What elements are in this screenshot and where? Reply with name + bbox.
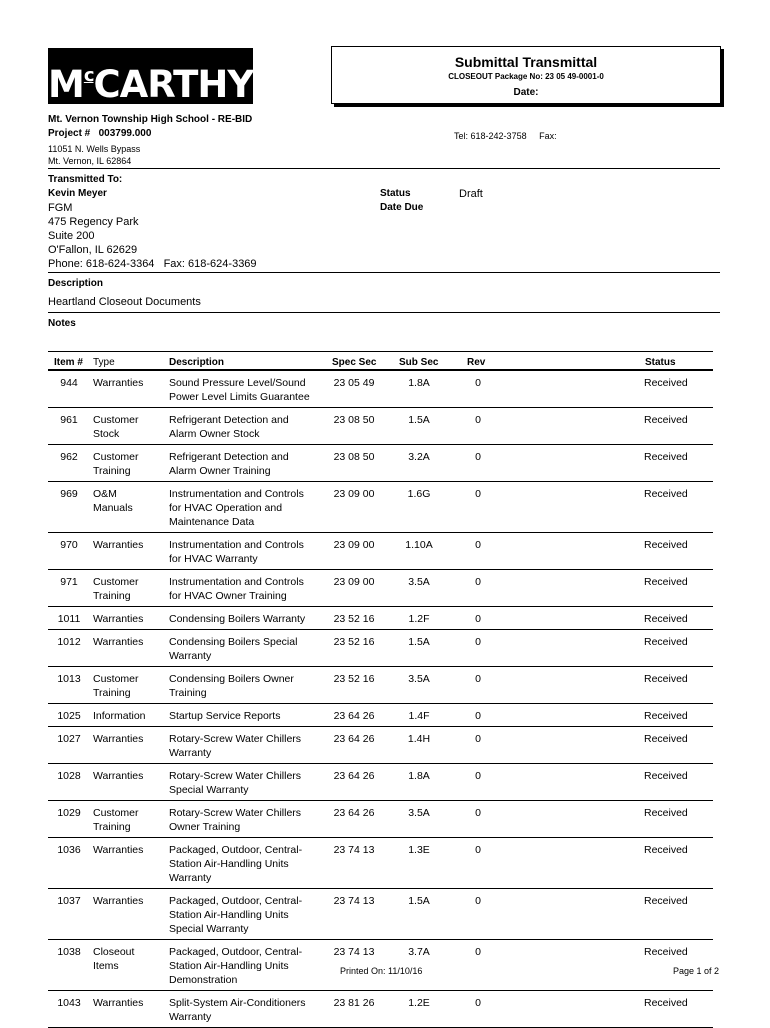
item-type xyxy=(93,894,165,908)
item-description-line: Packaged, Outdoor, Central- xyxy=(169,895,303,907)
revision: 0 xyxy=(475,488,481,500)
item-description-line: Packaged, Outdoor, Central- xyxy=(169,844,303,856)
item-number: 971 xyxy=(60,576,78,588)
revision: 0 xyxy=(475,377,481,389)
item-description-line: Warranty xyxy=(169,747,212,759)
item-type-line: O&M xyxy=(93,488,117,500)
table-row xyxy=(48,630,713,667)
project-number: 003799.000 xyxy=(98,128,152,139)
revision: 0 xyxy=(475,414,481,426)
item-description xyxy=(169,732,319,760)
item-description-line: Startup Service Reports xyxy=(169,710,281,722)
item-description-line: Station Air-Handling Units xyxy=(169,858,289,870)
spec-section: 23 09 00 xyxy=(333,539,375,551)
sub-section: 3.5A xyxy=(408,673,430,685)
table-row xyxy=(48,704,713,727)
item-type-line: Manuals xyxy=(93,502,133,514)
item-type-line: Warranties xyxy=(93,895,144,907)
item-description xyxy=(169,575,319,603)
item-description xyxy=(169,413,319,441)
item-number: 1012 xyxy=(57,636,81,648)
table-row xyxy=(48,667,713,704)
item-description-line: Training xyxy=(169,687,207,699)
table-row xyxy=(48,533,713,570)
project-phone-line xyxy=(454,130,557,142)
spec-section: 23 64 26 xyxy=(333,770,375,782)
fax-label: Fax: xyxy=(539,131,557,141)
item-type xyxy=(93,709,165,723)
mccarthy-logo xyxy=(48,48,253,104)
table-row xyxy=(48,991,713,1028)
sub-section: 1.5A xyxy=(408,414,430,426)
item-description-line: Sound Pressure Level/Sound xyxy=(169,377,306,389)
spec-section: 23 08 50 xyxy=(333,451,375,463)
item-type xyxy=(93,672,165,700)
item-type xyxy=(93,376,165,390)
col-header-rev: Rev xyxy=(467,357,486,368)
sub-section: 1.2E xyxy=(408,997,430,1009)
table-row xyxy=(48,764,713,801)
item-type xyxy=(93,487,165,515)
logo-text: $M^cCARTHY$ xyxy=(48,63,254,106)
item-description xyxy=(169,945,319,987)
item-description xyxy=(169,996,319,1024)
item-number: 961 xyxy=(60,414,78,426)
date-label: Date: xyxy=(513,87,539,98)
item-type-line: Stock xyxy=(93,428,120,440)
item-type xyxy=(93,732,165,746)
item-status: Received xyxy=(644,539,688,551)
item-type-line: Warranties xyxy=(93,997,144,1009)
spec-section: 23 52 16 xyxy=(333,673,375,685)
revision: 0 xyxy=(475,733,481,745)
item-type xyxy=(93,843,165,857)
table-row xyxy=(48,801,713,838)
sub-section: 1.8A xyxy=(408,770,430,782)
item-number: 969 xyxy=(60,488,78,500)
col-header-spec-sec: Spec Sec xyxy=(332,357,377,368)
item-description-line: Alarm Owner Training xyxy=(169,465,271,477)
description-label: Description xyxy=(48,278,104,289)
spec-section: 23 64 26 xyxy=(333,733,375,745)
item-status: Received xyxy=(644,997,688,1009)
description-text: Heartland Closeout Documents xyxy=(48,296,201,308)
item-status: Received xyxy=(644,613,688,625)
project-address-2: Mt. Vernon, IL 62864 xyxy=(48,156,132,166)
item-type-line: Training xyxy=(93,465,131,477)
status-label: Status xyxy=(380,188,411,199)
table-row xyxy=(48,838,713,889)
spec-section: 23 81 26 xyxy=(333,997,375,1009)
sub-section: 1.4H xyxy=(407,733,431,745)
item-type xyxy=(93,769,165,783)
item-type xyxy=(93,996,165,1010)
item-type xyxy=(93,612,165,626)
col-header-status: Status xyxy=(645,357,676,368)
revision: 0 xyxy=(475,613,481,625)
item-description-line: Special Warranty xyxy=(169,923,249,935)
table-row xyxy=(48,482,713,533)
revision: 0 xyxy=(475,844,481,856)
item-type-line: Customer xyxy=(93,673,139,685)
item-description-line: Maintenance Data xyxy=(169,516,255,528)
item-status: Received xyxy=(644,576,688,588)
spec-section: 23 74 13 xyxy=(333,946,375,958)
sub-section: 1.6G xyxy=(407,488,431,500)
revision: 0 xyxy=(475,673,481,685)
item-status: Received xyxy=(644,895,688,907)
item-description-line: Condensing Boilers Special xyxy=(169,636,298,648)
item-status: Received xyxy=(644,710,688,722)
item-description-line: Alarm Owner Stock xyxy=(169,428,260,440)
col-header-item: Item # xyxy=(54,357,83,368)
item-description xyxy=(169,769,319,797)
sub-section: 3.5A xyxy=(408,576,430,588)
spec-section: 23 64 26 xyxy=(333,710,375,722)
item-number: 1037 xyxy=(57,895,81,907)
item-description xyxy=(169,894,319,936)
item-description xyxy=(169,612,319,626)
item-description-line: Warranty xyxy=(169,650,212,662)
sub-section: 1.5A xyxy=(408,895,430,907)
item-type xyxy=(93,575,165,603)
revision: 0 xyxy=(475,997,481,1009)
table-row xyxy=(48,570,713,607)
revision: 0 xyxy=(475,770,481,782)
item-status: Received xyxy=(644,488,688,500)
revision: 0 xyxy=(475,710,481,722)
sub-section: 1.8A xyxy=(408,377,430,389)
item-number: 944 xyxy=(60,377,78,389)
item-status: Received xyxy=(644,636,688,648)
sub-section: 3.7A xyxy=(408,946,430,958)
item-number: 1011 xyxy=(57,613,81,625)
item-description-line: Condensing Boilers Warranty xyxy=(169,613,306,625)
item-type xyxy=(93,635,165,649)
divider xyxy=(48,312,720,313)
item-type-line: Items xyxy=(93,960,119,972)
item-description-line: Special Warranty xyxy=(169,784,249,796)
item-type xyxy=(93,413,165,441)
transmittal-title-box xyxy=(331,46,721,104)
recipient-company: FGM xyxy=(48,202,73,214)
project-number-label: Project # xyxy=(48,128,91,139)
item-type-line: Training xyxy=(93,590,131,602)
item-description-line: for HVAC Owner Training xyxy=(169,590,287,602)
item-type-line: Customer xyxy=(93,576,139,588)
recipient-name: Kevin Meyer xyxy=(48,188,107,199)
sub-section: 3.5A xyxy=(408,807,430,819)
item-description xyxy=(169,487,319,529)
item-number: 1038 xyxy=(57,946,81,958)
recipient-phone: Phone: 618-624-3364 Fax: 618-624-3369 xyxy=(48,258,257,270)
item-number: 1028 xyxy=(57,770,81,782)
table-row xyxy=(48,371,713,408)
item-type-line: Warranties xyxy=(93,733,144,745)
revision: 0 xyxy=(475,539,481,551)
item-description xyxy=(169,635,319,663)
date-due-label: Date Due xyxy=(380,202,424,213)
item-description-line: for HVAC Warranty xyxy=(169,553,258,565)
item-type-line: Warranties xyxy=(93,539,144,551)
item-number: 1036 xyxy=(57,844,81,856)
spec-section: 23 09 00 xyxy=(333,488,375,500)
item-type xyxy=(93,806,165,834)
item-description xyxy=(169,376,319,404)
item-description-line: Rotary-Screw Water Chillers xyxy=(169,807,302,819)
item-type-line: Information xyxy=(93,710,146,722)
item-number: 1025 xyxy=(57,710,81,722)
table-row xyxy=(48,727,713,764)
item-description-line: Packaged, Outdoor, Central- xyxy=(169,946,303,958)
item-type-line: Customer xyxy=(93,451,139,463)
item-type-line: Warranties xyxy=(93,636,144,648)
page-number: Page 1 of 2 xyxy=(673,966,720,976)
item-status: Received xyxy=(644,844,688,856)
item-description-line: Power Level Limits Guarantee xyxy=(169,391,310,403)
item-description-line: Refrigerant Detection and xyxy=(169,451,289,463)
item-status: Received xyxy=(644,414,688,426)
item-description xyxy=(169,538,319,566)
status-value: Draft xyxy=(459,188,483,200)
item-status: Received xyxy=(644,673,688,685)
project-number-line xyxy=(48,127,151,141)
table-row xyxy=(48,889,713,940)
revision: 0 xyxy=(475,807,481,819)
item-description xyxy=(169,843,319,885)
item-description-line: Rotary-Screw Water Chillers xyxy=(169,733,302,745)
package-number: CLOSEOUT Package No: 23 05 49-0001-0 xyxy=(448,72,604,81)
item-description-line: Warranty xyxy=(169,872,212,884)
item-description-line: Instrumentation and Controls xyxy=(169,539,304,551)
item-description-line: for HVAC Operation and xyxy=(169,502,283,514)
item-number: 1027 xyxy=(57,733,81,745)
spec-section: 23 74 13 xyxy=(333,844,375,856)
item-number: 962 xyxy=(60,451,78,463)
item-type-line: Warranties xyxy=(93,844,144,856)
item-number: 1013 xyxy=(57,673,81,685)
project-name: Mt. Vernon Township High School - RE-BID xyxy=(48,114,253,125)
revision: 0 xyxy=(475,895,481,907)
item-description xyxy=(169,709,319,723)
item-description-line: Station Air-Handling Units xyxy=(169,909,289,921)
transmitted-to-label: Transmitted To: xyxy=(48,174,123,185)
revision: 0 xyxy=(475,636,481,648)
revision: 0 xyxy=(475,576,481,588)
item-description xyxy=(169,672,319,700)
spec-section: 23 52 16 xyxy=(333,613,375,625)
spec-section: 23 52 16 xyxy=(333,636,375,648)
recipient-address-2: Suite 200 xyxy=(48,230,95,242)
table-row xyxy=(48,408,713,445)
sub-section: 1.4F xyxy=(408,710,430,722)
item-status: Received xyxy=(644,946,688,958)
divider xyxy=(48,272,720,273)
sub-section: 3.2A xyxy=(408,451,430,463)
item-type-line: Warranties xyxy=(93,770,144,782)
item-type-line: Closeout xyxy=(93,946,135,958)
item-type-line: Customer xyxy=(93,807,139,819)
tel-value: 618-242-3758 xyxy=(470,131,527,141)
spec-section: 23 05 49 xyxy=(333,377,375,389)
item-status: Received xyxy=(644,451,688,463)
item-description-line: Condensing Boilers Owner xyxy=(169,673,294,685)
sub-section: 1.5A xyxy=(408,636,430,648)
notes-label: Notes xyxy=(48,318,76,329)
item-type xyxy=(93,538,165,552)
revision: 0 xyxy=(475,946,481,958)
sub-section: 1.2F xyxy=(408,613,430,625)
divider xyxy=(48,168,720,169)
sub-section: 1.3E xyxy=(408,844,430,856)
item-description xyxy=(169,806,319,834)
printed-on: Printed On: 11/10/16 xyxy=(340,966,423,976)
item-description-line: Demonstration xyxy=(169,974,238,986)
recipient-address-1: 475 Regency Park xyxy=(48,216,139,228)
item-type xyxy=(93,450,165,478)
item-type-line: Training xyxy=(93,687,131,699)
spec-section: 23 64 26 xyxy=(333,807,375,819)
item-number: 1043 xyxy=(57,997,81,1009)
spec-section: 23 08 50 xyxy=(333,414,375,426)
col-header-type: Type xyxy=(93,357,115,368)
recipient-address-3: O'Fallon, IL 62629 xyxy=(48,244,138,256)
item-description-line: Owner Training xyxy=(169,821,241,833)
item-status: Received xyxy=(644,377,688,389)
spec-section: 23 09 00 xyxy=(333,576,375,588)
item-type xyxy=(93,945,165,973)
table-row xyxy=(48,445,713,482)
sub-section: 1.10A xyxy=(405,539,433,551)
revision: 0 xyxy=(475,451,481,463)
item-description xyxy=(169,450,319,478)
project-address-1: 11051 N. Wells Bypass xyxy=(48,144,141,154)
item-description-line: Station Air-Handling Units xyxy=(169,960,289,972)
tel-label: Tel: xyxy=(454,131,469,141)
table-row xyxy=(48,607,713,630)
col-header-description: Description xyxy=(169,357,225,368)
item-description-line: Instrumentation and Controls xyxy=(169,576,304,588)
item-status: Received xyxy=(644,807,688,819)
col-header-sub-sec: Sub Sec xyxy=(399,357,439,368)
item-type-line: Warranties xyxy=(93,613,144,625)
spec-section: 23 74 13 xyxy=(333,895,375,907)
transmittal-title: Submittal Transmittal xyxy=(454,54,598,70)
item-type-line: Warranties xyxy=(93,377,144,389)
item-description-line: Warranty xyxy=(169,1011,212,1023)
item-description-line: Refrigerant Detection and xyxy=(169,414,289,426)
item-type-line: Training xyxy=(93,821,131,833)
item-description-line: Instrumentation and Controls xyxy=(169,488,304,500)
item-type-line: Customer xyxy=(93,414,139,426)
divider xyxy=(48,351,713,352)
item-description-line: Split-System Air-Conditioners xyxy=(169,997,306,1009)
item-description-line: Rotary-Screw Water Chillers xyxy=(169,770,302,782)
item-status: Received xyxy=(644,770,688,782)
item-status: Received xyxy=(644,733,688,745)
item-number: 1029 xyxy=(57,807,81,819)
item-number: 970 xyxy=(60,539,78,551)
